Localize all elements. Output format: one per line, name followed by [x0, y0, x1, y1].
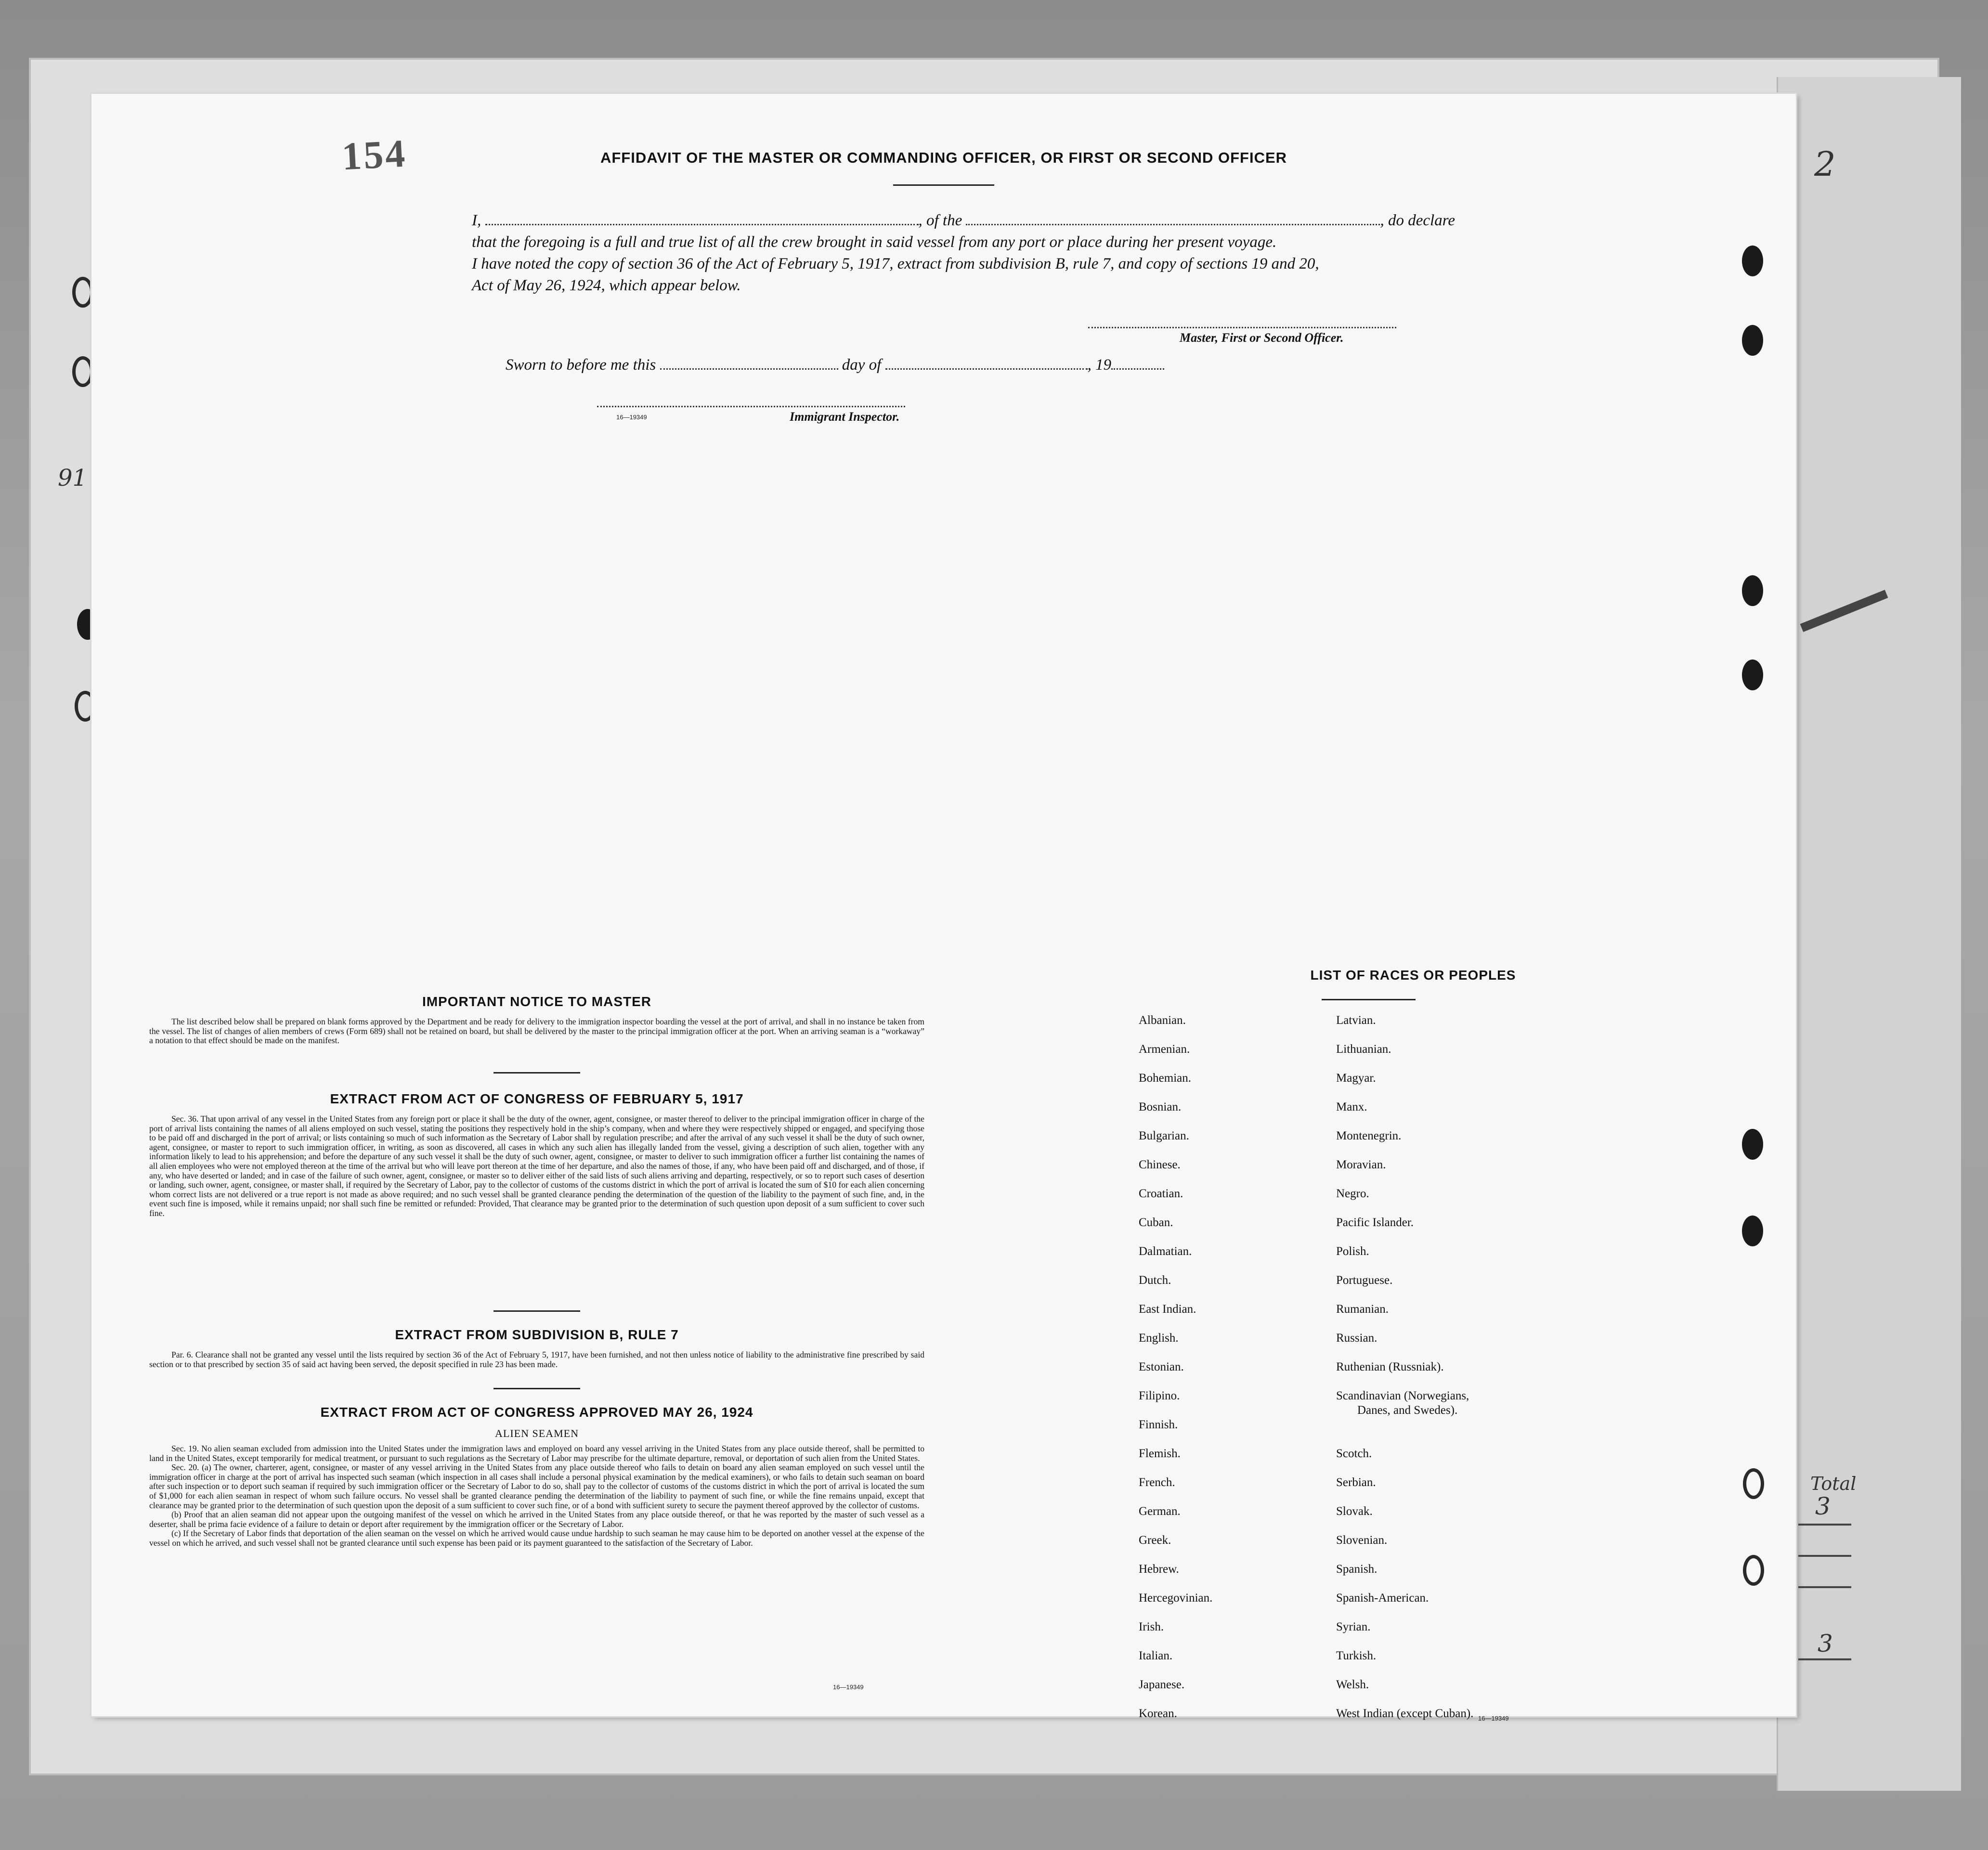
- notice-text: [149, 1017, 924, 1046]
- notice-divider: [494, 1072, 580, 1074]
- race-item: West Indian (except Cuban).: [1336, 1707, 1474, 1720]
- race-item: Flemish.: [1139, 1447, 1181, 1460]
- name-blank: [485, 222, 919, 225]
- notice-heading: IMPORTANT NOTICE TO MASTER: [422, 994, 652, 1009]
- declaration-line-4: Act of May 26, 1924, which appear below.: [472, 277, 741, 294]
- race-item: Bohemian.: [1139, 1072, 1192, 1085]
- race-item-line: Danes, and Swedes).: [1357, 1404, 1458, 1417]
- act-1917-divider: [494, 1310, 580, 1312]
- inspector-signature-caption: Immigrant Inspector.: [790, 410, 900, 424]
- race-item: Estonian.: [1139, 1360, 1184, 1373]
- binding-hole: [1742, 1216, 1763, 1246]
- race-item: Armenian.: [1139, 1043, 1190, 1056]
- vessel-blank: [966, 222, 1380, 225]
- tally-line: [1798, 1586, 1851, 1588]
- act-1917-text: [149, 1114, 924, 1218]
- inspector-signature-line: [597, 406, 905, 407]
- race-item: Magyar.: [1336, 1072, 1376, 1085]
- race-item: German.: [1139, 1505, 1181, 1518]
- act-1917-section-36: Sec. 36. That upon arrival of any vessel in the United States from any foreign port or place it shall be the duty of the owner, agent, consignee, or master thereof to deliver to the principal immigration officer in charge of the port of arrival lists containing the names of all aliens employed on such vessel, stating the positions they respectively hold in the ship’s company, when and where they were respectively shipped or engaged, and specifying those to be paid off and discharged in the port of arrival; or lists containing so much of such information as the Secretary of Labor shall by regulation prescribe; and after the arrival of any such vessel it shall be the duty of such owner, agent, consignee, or master to report to such immigration officer, in writing, as soon as discovered, all cases in which any such alien has illegally landed from the vessel, giving a description of such alien, together with any information likely to lead to his apprehension; and before the departure of any such vessel it shall be the duty of such owner, agent, consignee, or master to deliver to such immigration officer a further list containing the names of all alien employees who were not employed thereon at the time of the arrival but who will leave port thereon at the time of her departure, and also the names of those, if any, who have been paid off and discharged, and of those, if any, who have deserted or landed; and in case of the failure of such owner, agent, consignee, or master so to deliver either of the said lists of such aliens arriving and departing, respectively, or so to report such cases of desertion or landing, such owner, agent, consignee, or master shall, if required by the Secretary of Labor, pay to the collector of customs of the customs district in which the port of arrival is located the sum of $10 for each alien concerning whom correct lists are not delivered or a true report is not made as above required; and no such vessel shall be granted clearance pending the determination of the question of the liability to the payment of such fine, and, in the event such fine is imposed, while it remains unpaid; nor shall such fine be remitted or refunded: Provided, That clearance may be granted prior to the determination of such question upon deposit of a sum sufficient to cover such fine.: [149, 1114, 924, 1218]
- race-item: East Indian.: [1139, 1303, 1196, 1316]
- extract-form-code: 16—19349: [833, 1683, 864, 1691]
- binding-hole: [1742, 660, 1763, 690]
- race-item: Montenegrin.: [1336, 1129, 1402, 1142]
- race-item: Filipino.: [1139, 1389, 1180, 1402]
- race-item: Welsh.: [1336, 1678, 1369, 1691]
- race-item: Negro.: [1336, 1187, 1369, 1200]
- act-1924-text: [149, 1444, 924, 1548]
- master-signature-line: [1088, 327, 1396, 328]
- declaration-name-prefix: I,: [472, 212, 481, 229]
- race-item: [1336, 1389, 1473, 1447]
- rule-7-heading: EXTRACT FROM SUBDIVISION B, RULE 7: [395, 1327, 679, 1342]
- race-item: Bulgarian.: [1139, 1129, 1189, 1142]
- sworn-prefix: Sworn to before me this: [506, 356, 656, 374]
- race-item: Cuban.: [1139, 1216, 1173, 1229]
- race-item: Italian.: [1139, 1649, 1173, 1662]
- margin-pencil-number: 91: [58, 465, 88, 492]
- race-item: Bosnian.: [1139, 1100, 1182, 1113]
- race-item: Scotch.: [1336, 1447, 1372, 1460]
- race-item: Slovak.: [1336, 1505, 1373, 1518]
- binding-hole: [1742, 1129, 1763, 1160]
- races-right-column: [1336, 1013, 1473, 1735]
- race-item: Irish.: [1139, 1620, 1164, 1633]
- race-item: French.: [1139, 1476, 1175, 1489]
- act-1924-heading: EXTRACT FROM ACT OF CONGRESS APPROVED MAY 26, 1924: [320, 1405, 754, 1420]
- race-item: Chinese.: [1139, 1158, 1181, 1171]
- affidavit-form-page: [91, 94, 1796, 1722]
- corner-page-number: 2: [1814, 144, 1836, 184]
- binding-hole: [1742, 325, 1763, 356]
- sworn-day-label: day of: [842, 356, 882, 374]
- tally-line: [1798, 1524, 1851, 1526]
- race-item: Rumanian.: [1336, 1303, 1389, 1316]
- rule-7-paragraph-6: Par. 6. Clearance shall not be granted any vessel until the lists required by section 36 of the Act of February 5, 1917, have been furnished, and not then unless notice of liability to the administrative fine prescribed by said section or to that prescribed by section 35 of said act having been served, the deposit specified in rule 23 has been made.: [149, 1350, 924, 1369]
- master-signature-caption: Master, First or Second Officer.: [1180, 331, 1344, 345]
- race-item: Dutch.: [1139, 1274, 1171, 1287]
- stamped-page-number: 154: [340, 131, 408, 179]
- total-value: 3: [1815, 1492, 1831, 1520]
- total-label: Total: [1810, 1473, 1857, 1494]
- act-1924-section-20c: (c) If the Secretary of Labor finds that deportation of the alien seaman on the vessel on which he arrived would cause undue hardship to such seaman he may cause him to be deported on another vessel at the expense of the vessel on which he arrived, and such vessel shall not be granted clearance until such expense has been paid or its payment guaranteed to the satisfaction of the Secretary of Labor.: [149, 1528, 924, 1548]
- race-item: Japanese.: [1139, 1678, 1185, 1691]
- act-1924-section-20b: (b) Proof that an alien seaman did not appear upon the outgoing manifest of the vessel on which he arrived in the United States from any place outside thereof, or that he was reported by the master of such vessel as a deserter, shall be prima facie evidence of a failure to detain or deport after requirement by the immigration officer or the Secretary of Labor.: [149, 1510, 924, 1529]
- act-1917-heading: EXTRACT FROM ACT OF CONGRESS OF FEBRUARY 5, 1917: [330, 1091, 744, 1106]
- sworn-year-label: , 19: [1087, 356, 1112, 374]
- race-item: Portuguese.: [1336, 1274, 1393, 1287]
- declaration-suffix: , do declare: [1380, 212, 1455, 229]
- binding-hole: [72, 277, 93, 308]
- race-item: Croatian.: [1139, 1187, 1183, 1200]
- title-underline: [893, 184, 994, 186]
- race-item: Serbian.: [1336, 1476, 1376, 1489]
- race-item: Korean.: [1139, 1707, 1177, 1720]
- act-1924-section-20a: Sec. 20. (a) The owner, charterer, agent, consignee, or master of any vessel arriving in the United States from any place outside thereof who fails to detain on board any alien seaman employed on such vessel until the immigration officer in charge at the port of arrival has inspected such seaman (which inspection in all cases shall include a personal physical examination by the medical examiners), or who fails to detain such seaman on board after such inspection or to deport such seaman if required by such immigration officer or the Secretary of Labor to do so, shall pay to the collector of customs of the customs district in which the port of arrival is located the sum of $1,000 for each alien seaman in respect of whom such failure occurs. No vessel shall be granted clearance pending the determination of the liability to payment of such fine, or while the fine remains unpaid, except that clearance may be granted prior to the determination of such question upon the deposit of a sum sufficient to cover such fine, or of a bond with sufficient surety to secure the payment thereof approved by the collector of customs.: [149, 1462, 924, 1510]
- race-item: Latvian.: [1336, 1014, 1376, 1027]
- tally-line: [1798, 1658, 1851, 1660]
- rule-7-divider: [494, 1388, 580, 1389]
- binding-hole: [1743, 1555, 1764, 1586]
- race-item: Moravian.: [1336, 1158, 1386, 1171]
- race-item: Pacific Islander.: [1336, 1216, 1414, 1229]
- rule-7-text: [149, 1350, 924, 1369]
- race-item: Polish.: [1336, 1245, 1369, 1258]
- act-1924-section-19: Sec. 19. No alien seaman excluded from admission into the United States under the immigration laws and employed on board any vessel arriving in the United States from any place outside thereof, shall be permitted to land in the United States, except temporarily for medical treatment, or pursuant to such regulations as the Secretary of Labor may prescribe for the ultimate departure, removal, or deportation of such alien from the United States.: [149, 1444, 924, 1463]
- race-item: Dalmatian.: [1139, 1245, 1192, 1258]
- race-item: Russian.: [1336, 1332, 1377, 1345]
- notice-paragraph: The list described below shall be prepared on blank forms approved by the Department and be ready for delivery to the immigration inspector boarding the vessel at the port of arrival, and shall in no instance be taken from the vessel. The list of changes of alien members of crews (Form 689) shall not be retained on board, but shall be delivered by the master to the principal immigration officer at the port. When an arriving seaman is a “workaway” a notation to that effect should be made on the manifest.: [149, 1017, 924, 1046]
- race-item: Lithuanian.: [1336, 1043, 1391, 1056]
- race-item: Hebrew.: [1139, 1563, 1179, 1576]
- binding-hole: [72, 356, 93, 387]
- race-item: Hercegovinian.: [1139, 1591, 1213, 1604]
- alien-seamen-subheading: ALIEN SEAMEN: [495, 1427, 579, 1439]
- sworn-year-blank: [1111, 366, 1164, 370]
- race-item: Syrian.: [1336, 1620, 1371, 1633]
- binding-hole: [1742, 575, 1763, 606]
- lower-tally-value: 3: [1818, 1630, 1833, 1657]
- declaration-line-1: [472, 212, 1541, 230]
- binding-hole: [1742, 246, 1763, 276]
- declaration-line-2: that the foregoing is a full and true list of all the crew brought in said vessel from any port or place during her present voyage.: [472, 233, 1277, 251]
- race-item: Manx.: [1336, 1100, 1367, 1113]
- binding-hole: [1743, 1468, 1764, 1499]
- race-item-line: Scandinavian (Norwegians,: [1336, 1389, 1469, 1402]
- race-item: Spanish-American.: [1336, 1591, 1429, 1604]
- sworn-line: [506, 356, 1574, 374]
- race-item: Albanian.: [1139, 1014, 1186, 1027]
- race-item: English.: [1139, 1332, 1179, 1345]
- declaration-line-3: I have noted the copy of section 36 of the Act of February 5, 1917, extract from subdivision B, rule 7, and copy of sections 19 and 20,: [472, 255, 1319, 272]
- races-divider: [1322, 999, 1416, 1000]
- sworn-month-blank: [885, 366, 1088, 370]
- race-item: Turkish.: [1336, 1649, 1377, 1662]
- race-item: Spanish.: [1336, 1563, 1377, 1576]
- races-heading: LIST OF RACES OR PEOPLES: [1310, 968, 1516, 983]
- sworn-day-blank: [660, 366, 838, 370]
- underlying-sheet-edge: [1777, 77, 1961, 1791]
- race-item: Greek.: [1139, 1534, 1171, 1547]
- declaration-vessel-prefix: , of the: [918, 212, 962, 229]
- race-item: Slovenian.: [1336, 1534, 1388, 1547]
- tally-line: [1798, 1555, 1851, 1557]
- race-item: Finnish.: [1139, 1418, 1178, 1431]
- form-code: 16—19349: [616, 414, 647, 421]
- race-item: Ruthenian (Russniak).: [1336, 1360, 1444, 1373]
- races-left-column: [1139, 1013, 1212, 1735]
- affidavit-title: AFFIDAVIT OF THE MASTER OR COMMANDING OFFICER, OR FIRST OR SECOND OFFICER: [600, 149, 1287, 166]
- races-form-code: 16—19349: [1478, 1715, 1509, 1722]
